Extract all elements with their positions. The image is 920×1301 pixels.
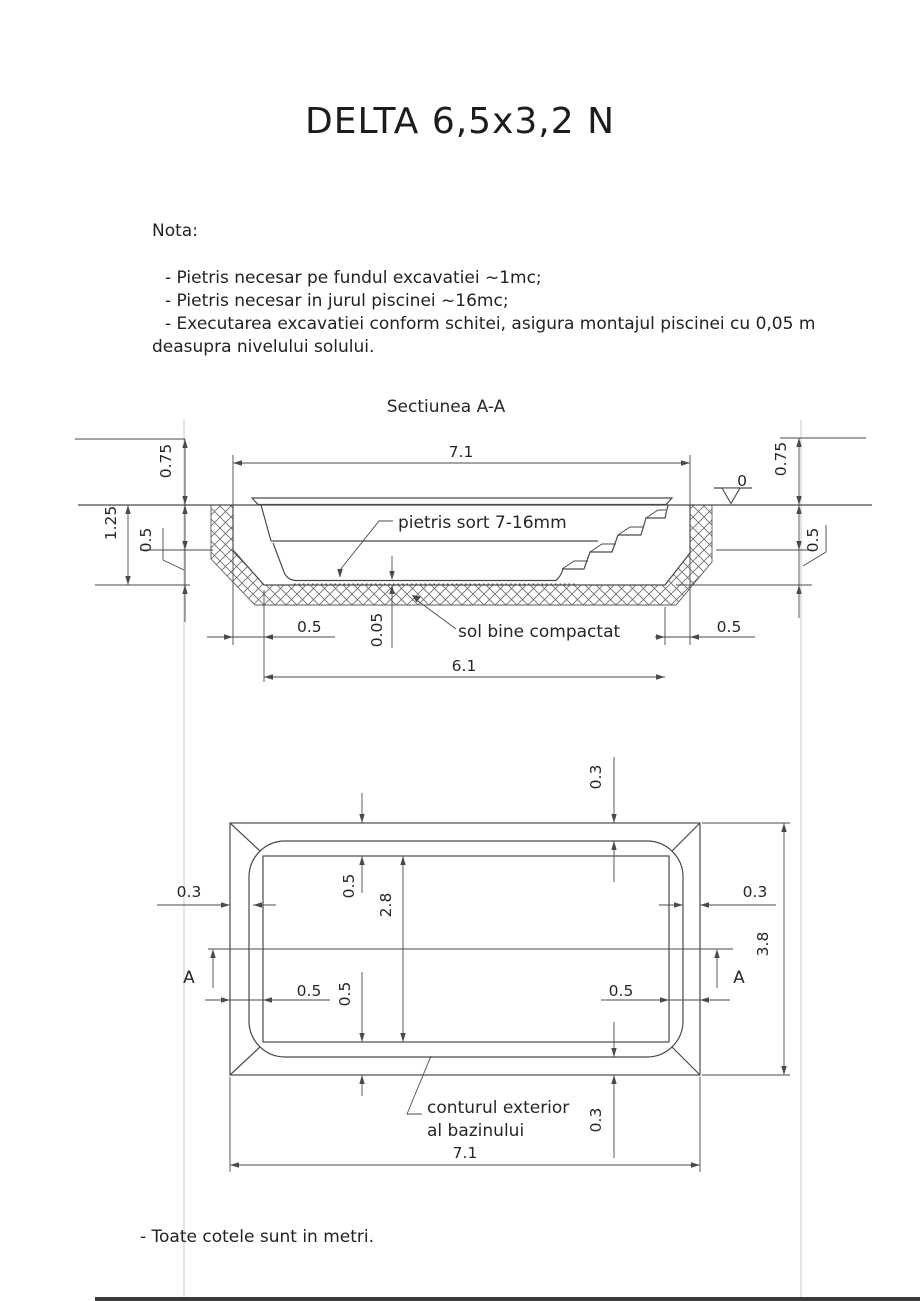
section-extension-lines <box>75 438 866 682</box>
notes-heading: Nota: <box>152 221 198 241</box>
label-gravel: pietris sort 7-16mm <box>398 513 567 533</box>
dim-offset-right: 0.3 <box>742 883 768 901</box>
bottom-edge-bar <box>95 1297 920 1301</box>
dim-gravel-left-width: 0.5 <box>297 618 322 636</box>
note-line-2: - Pietris necesar in jurul piscinei ~16mc; <box>165 291 509 311</box>
dim-right-height-above: 0.75 <box>772 441 790 477</box>
dim-total-height: 3.8 <box>754 931 772 957</box>
level-zero-label: 0 <box>737 472 747 490</box>
note-line-4: deasupra nivelului solului. <box>152 337 375 357</box>
dim-top-width: 7.1 <box>448 443 474 461</box>
level-zero-icon <box>714 472 752 504</box>
section-leaders <box>163 521 826 629</box>
dim-wall-top: 0.5 <box>340 873 358 899</box>
section-title: Sectiunea A-A <box>386 397 506 417</box>
dim-inner-height: 2.8 <box>377 892 395 918</box>
dim-right-depth-upper: 0.5 <box>804 527 822 553</box>
dim-offset-left: 0.3 <box>176 883 202 901</box>
pool-section <box>252 498 672 584</box>
dim-left-depth-upper: 0.5 <box>137 527 155 553</box>
dim-left-depth-total: 1.25 <box>102 505 120 541</box>
dim-total-width: 7.1 <box>452 1144 478 1162</box>
section-aa-drawing <box>75 397 872 682</box>
dim-gravel-right-width: 0.5 <box>716 618 742 636</box>
dim-wall-bottom-left: 0.5 <box>296 982 322 1000</box>
footer-note: - Toate cotele sunt in metri. <box>140 1227 375 1247</box>
pool-rim <box>252 498 672 505</box>
dim-offset-bottom: 0.3 <box>587 1107 605 1133</box>
label-soil: sol bine compactat <box>458 622 621 642</box>
section-marker-left: A <box>183 968 195 988</box>
dim-gravel-layer-thickness: 0.05 <box>368 612 386 648</box>
dim-wall-bottom-inner: 0.5 <box>336 981 354 1007</box>
note-line-1: - Pietris necesar pe fundul excavatiei ~1mc; <box>165 268 542 288</box>
dim-wall-bottom-right: 0.5 <box>608 982 634 1000</box>
plan-view-drawing <box>157 757 790 1172</box>
pool-stairs <box>556 505 668 581</box>
label-contour-line1: conturul exterior <box>427 1098 570 1118</box>
label-contour-line2: al bazinului <box>427 1121 525 1141</box>
section-marker-right: A <box>733 968 745 988</box>
note-line-3: - Executarea excavatiei conform schitei, asigura montajul piscinei cu 0,05 m <box>165 314 816 334</box>
dim-left-height-above: 0.75 <box>157 443 175 479</box>
page-title: DELTA 6,5x3,2 N <box>304 101 615 142</box>
dim-bottom-width: 6.1 <box>451 657 477 675</box>
dim-offset-top: 0.3 <box>587 764 605 790</box>
